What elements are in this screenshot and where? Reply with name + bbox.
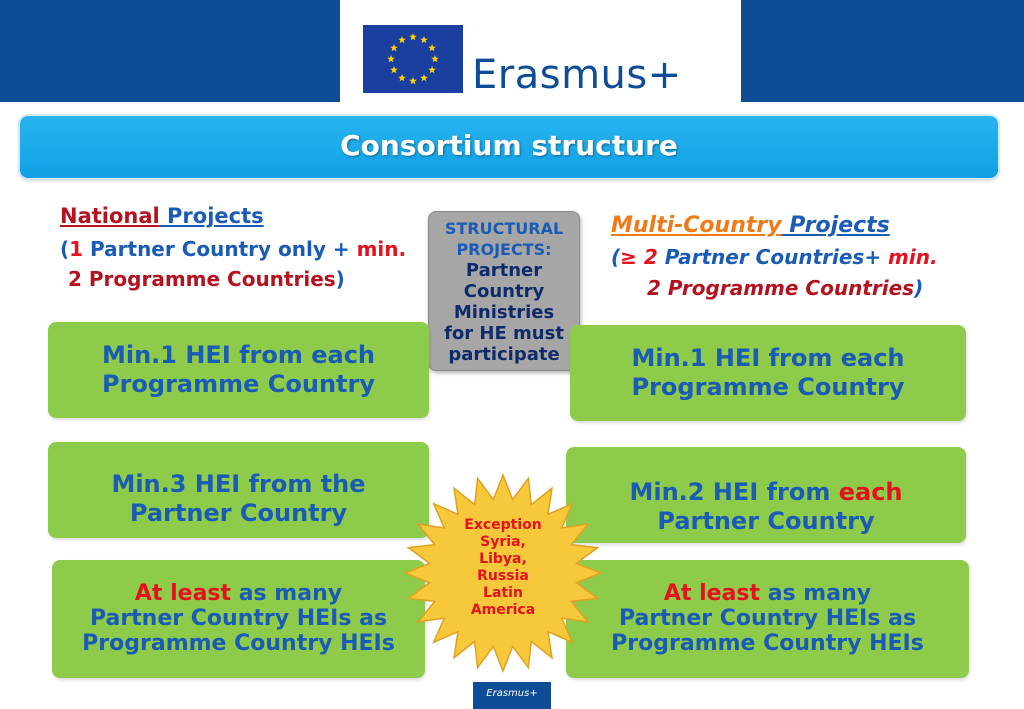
structural-head-1: STRUCTURAL	[444, 219, 564, 238]
national-box-min1-programme: Min.1 HEI from each Programme Country	[48, 322, 429, 418]
national-box-min3-partner: Min.3 HEI from the Partner Country	[48, 442, 429, 538]
national-projects-line3: 2 Programme Countries)	[68, 267, 345, 291]
page-title: Consortium structure	[340, 129, 678, 162]
national-projects-line2: (1 Partner Country only + min.	[60, 237, 407, 261]
multi-box-min1-programme: Min.1 HEI from each Programme Country	[570, 325, 966, 421]
structural-projects-box	[428, 211, 580, 371]
structural-body-1: Partner	[465, 260, 543, 281]
exception-text: Exception Syria, Libya, Russia Latin America	[464, 517, 542, 618]
national-box-at-least: At least as many Partner Country HEIs as Programme Country HEIs	[52, 560, 425, 678]
structural-body-4: for HE must	[444, 323, 564, 344]
multi-country-projects-title: Multi-Country Projects	[611, 213, 890, 238]
structural-body-2: Country	[463, 281, 545, 302]
multi-box-min2-partner: Min.2 HEI from each Partner Country	[566, 447, 966, 543]
structural-head-2: PROJECTS:	[456, 240, 552, 259]
structural-body-3: Ministries	[453, 302, 555, 323]
multi-box-at-least: At least as many Partner Country HEIs as Programme Country HEIs	[566, 560, 969, 678]
eu-flag-icon	[363, 25, 463, 93]
footer-label: Erasmus+	[473, 682, 551, 709]
multi-country-projects-line3: 2 Programme Countries)	[647, 276, 924, 300]
title-banner	[20, 116, 998, 178]
erasmus-logo: Erasmus+	[472, 52, 682, 98]
multi-country-projects-line2: (≥ 2 Partner Countries+ min.	[611, 245, 938, 269]
national-projects-title: National Projects	[60, 204, 264, 228]
structural-body-5: participate	[448, 344, 560, 365]
